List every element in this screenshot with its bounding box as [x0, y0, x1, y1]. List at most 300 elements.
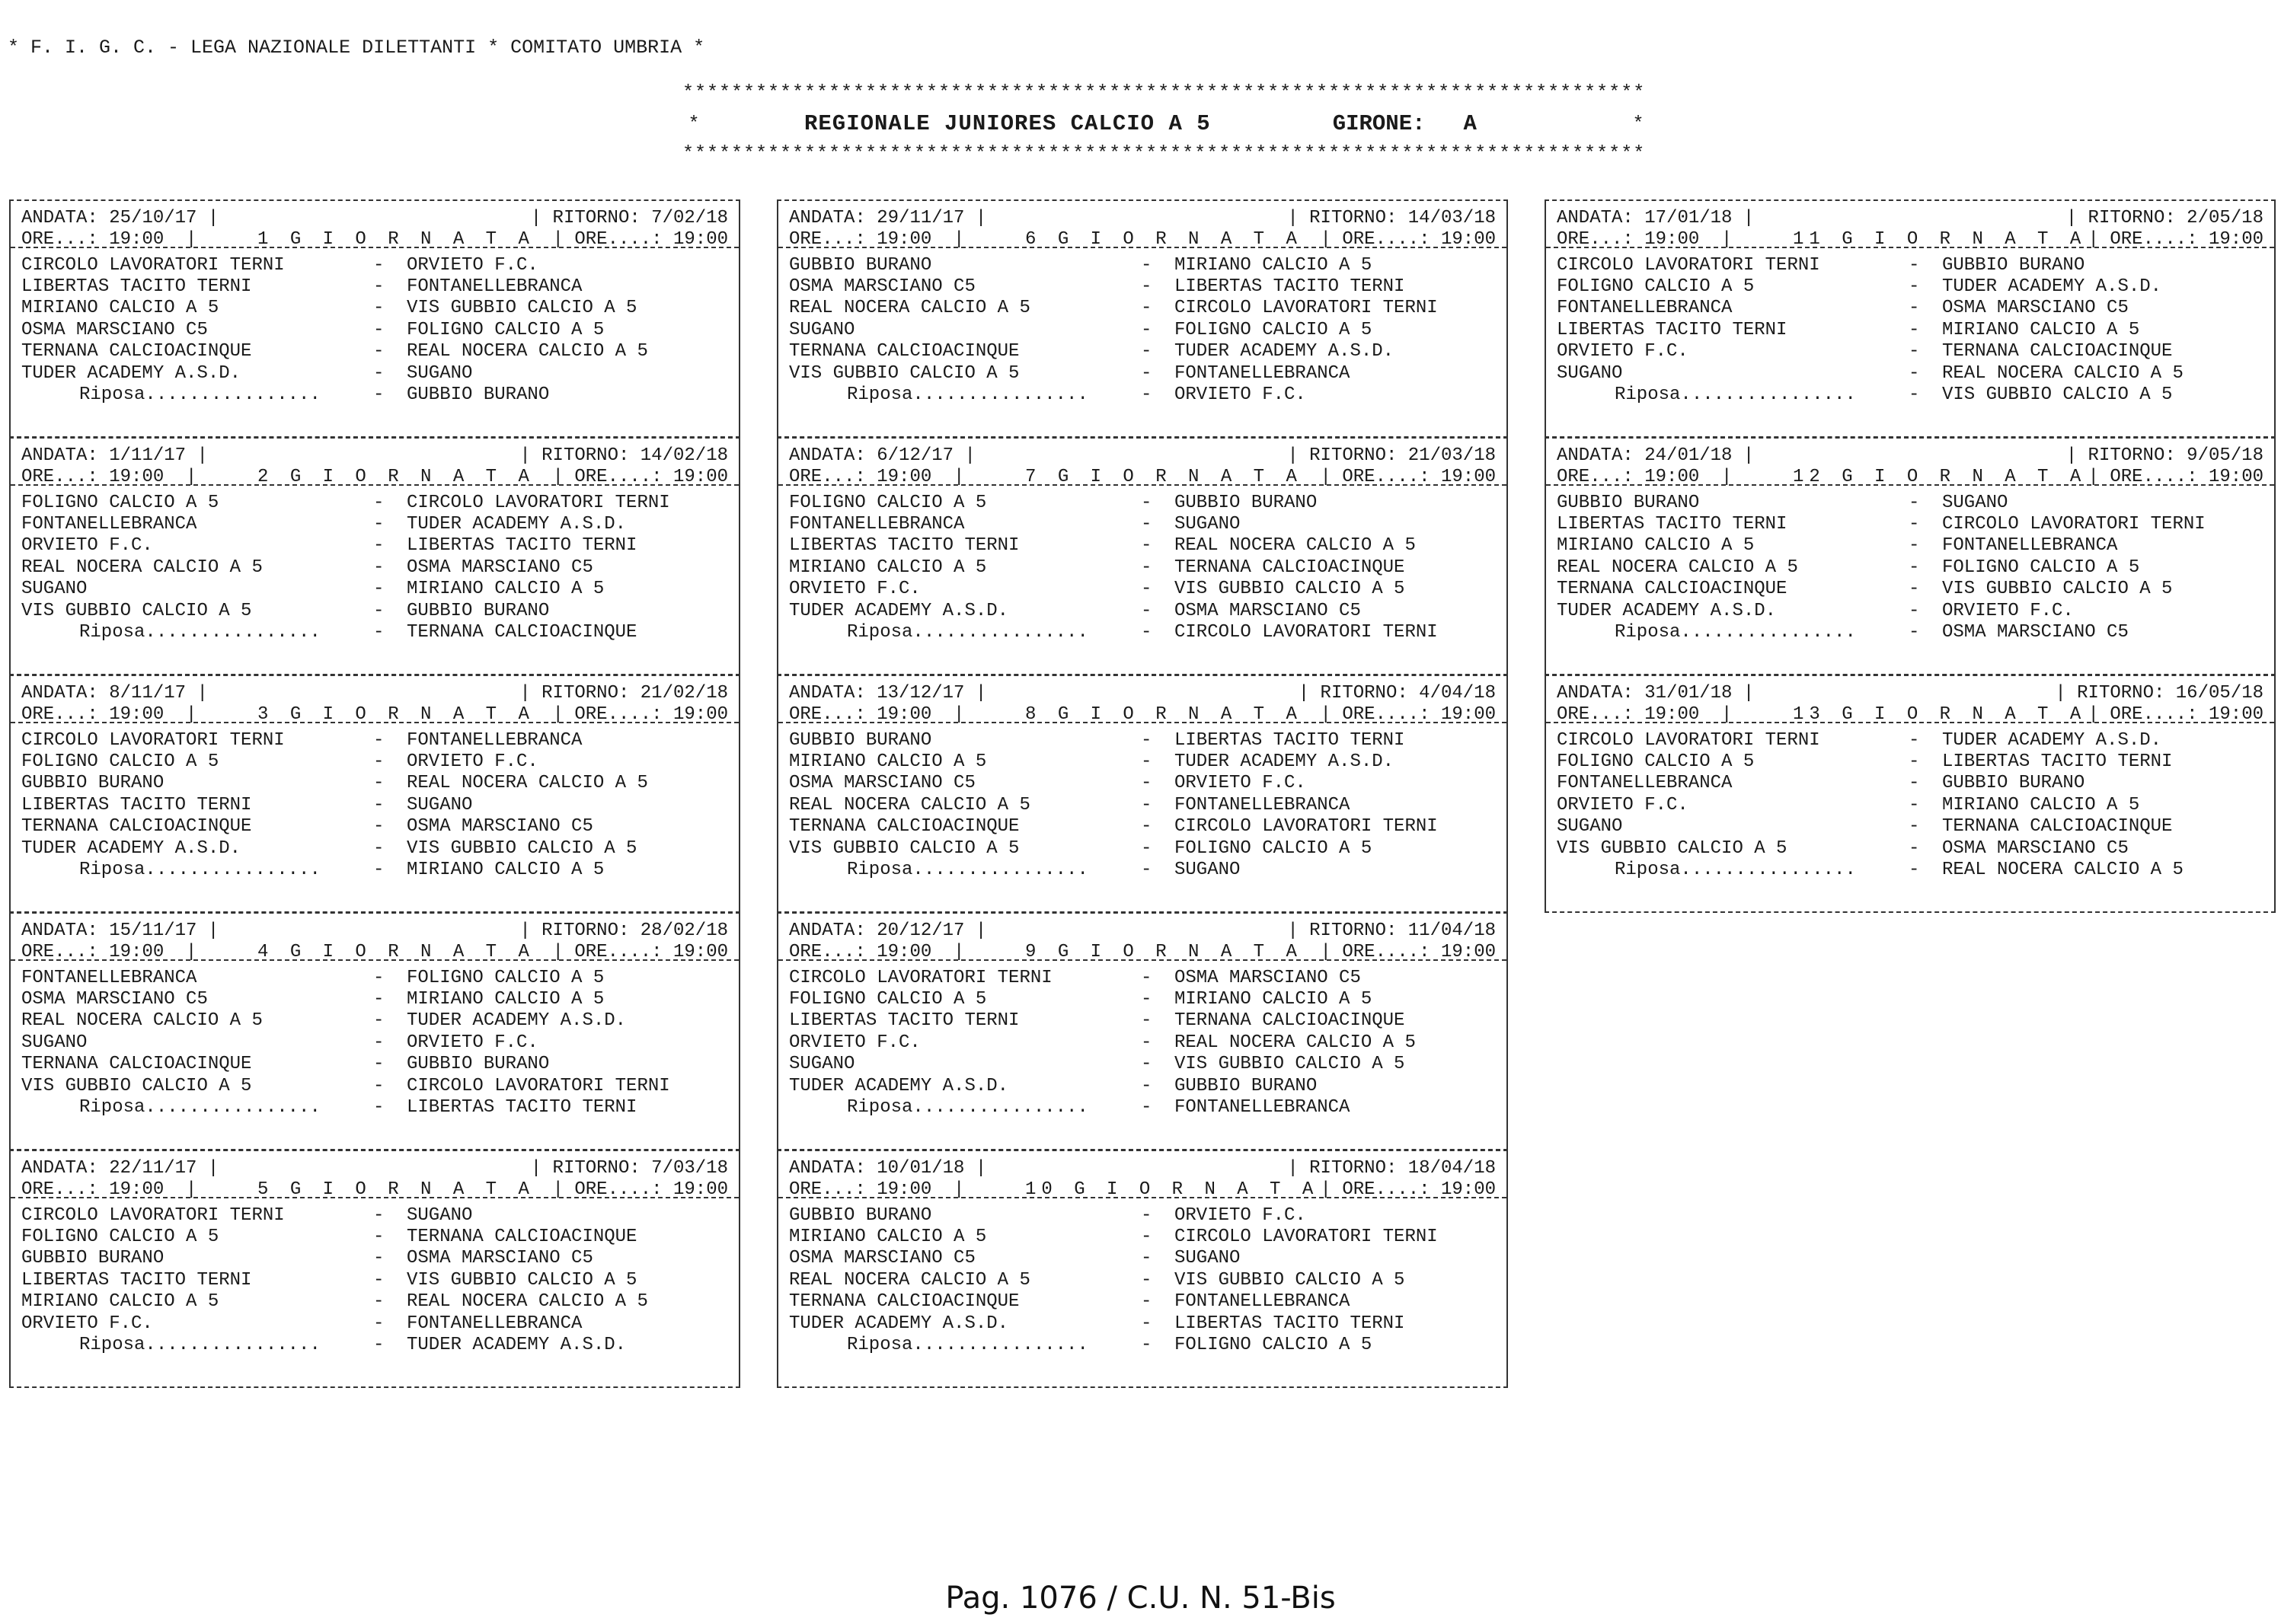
ore-label: ORE...: [789, 704, 866, 725]
dash: - [1141, 1204, 1152, 1226]
dash: - [1909, 492, 1920, 513]
ritorno-date: 9/05/18 [2187, 445, 2263, 466]
round-number: 6 [1025, 228, 1042, 250]
round-box [9, 675, 740, 913]
dash: - [1141, 1010, 1152, 1032]
home-team: TERNANA CALCIOACINQUE [21, 816, 252, 838]
ritorno-date: 21/02/18 [640, 682, 728, 704]
ore-ritorno: 19:00 [1440, 228, 1496, 250]
home-team: OSMA MARSCIANO C5 [21, 989, 208, 1010]
dash: - [1141, 362, 1152, 384]
dash: - [1909, 729, 1920, 751]
bye-row [789, 384, 1496, 405]
ore-label: ORE....: [574, 1179, 663, 1200]
ore-label: ORE...: [789, 1179, 866, 1200]
dash: - [373, 989, 385, 1010]
away-team: FONTANELLEBRANCA [407, 1313, 583, 1334]
match-row [789, 751, 1496, 772]
ore-andata: 19:00 [1644, 228, 1700, 250]
home-team: VIS GUBBIO CALCIO A 5 [1557, 838, 1787, 859]
giornata-label: G I O R N A T A [289, 228, 535, 250]
dash: - [1909, 276, 1920, 298]
andata-date: 22/11/17 [109, 1157, 197, 1179]
round-number: 12 [1793, 466, 1826, 487]
ore-andata: 19:00 [1644, 704, 1700, 725]
home-team: SUGANO [21, 1032, 88, 1053]
andata-label: ANDATA: [1557, 207, 1634, 228]
away-team: VIS GUBBIO CALCIO A 5 [1174, 579, 1405, 600]
dash: - [373, 1075, 385, 1096]
away-team: FONTANELLEBRANCA [407, 729, 583, 751]
riposa-label: Riposa................ [79, 1335, 321, 1356]
bye-team: OSMA MARSCIANO C5 [1942, 622, 2129, 643]
home-team: LIBERTAS TACITO TERNI [21, 794, 252, 815]
match-row [21, 276, 728, 297]
ore-label: ORE...: [1557, 466, 1634, 487]
round-box [1545, 675, 2276, 913]
home-team: CIRCOLO LAVORATORI TERNI [21, 1204, 285, 1226]
match-row [21, 1054, 728, 1075]
home-team: VIS GUBBIO CALCIO A 5 [21, 600, 252, 621]
dash: - [1141, 1291, 1152, 1313]
match-row [789, 1291, 1496, 1313]
home-team: FOLIGNO CALCIO A 5 [1557, 276, 1755, 298]
away-team: TERNANA CALCIOACINQUE [407, 1227, 637, 1248]
dash: - [1909, 319, 1920, 340]
andata-label: ANDATA: [1557, 445, 1634, 466]
home-team: FONTANELLEBRANCA [1557, 773, 1733, 794]
andata-label: ANDATA: [21, 445, 98, 466]
home-team: OSMA MARSCIANO C5 [789, 1248, 976, 1269]
match-row [1557, 319, 2263, 340]
ore-label: ORE...: [1557, 704, 1634, 725]
match-row [1557, 729, 2263, 751]
dash: - [1909, 860, 1920, 881]
match-row [789, 492, 1496, 513]
riposa-label: Riposa................ [1615, 622, 1856, 643]
match-row [21, 729, 728, 751]
round-box [777, 912, 1508, 1150]
andata-date: 31/01/18 [1644, 682, 1733, 704]
ore-ritorno: 19:00 [672, 941, 728, 962]
round-box [1545, 199, 2276, 438]
giornata-label: G I O R N A T A [1057, 228, 1302, 250]
home-team: GUBBIO BURANO [21, 1248, 165, 1269]
dash: - [1141, 600, 1152, 621]
away-team: MIRIANO CALCIO A 5 [1174, 989, 1372, 1010]
riposa-label: Riposa................ [847, 384, 1088, 406]
home-team: SUGANO [1557, 816, 1623, 838]
away-team: LIBERTAS TACITO TERNI [1174, 729, 1405, 751]
away-team: OSMA MARSCIANO C5 [1174, 967, 1361, 988]
home-team: VIS GUBBIO CALCIO A 5 [789, 362, 1020, 384]
home-team: FONTANELLEBRANCA [21, 514, 197, 535]
home-team: LIBERTAS TACITO TERNI [1557, 319, 1787, 340]
match-row [1557, 362, 2263, 384]
round-header: ANDATA: 22/11/17 | | RITORNO: 7/03/18 ORE...: 19:00 | 5 G I O R N A T A | ORE....: 19:00 [11, 1151, 739, 1198]
dash: - [1141, 794, 1152, 815]
dash: - [1141, 341, 1152, 362]
andata-date: 25/10/17 [109, 207, 197, 228]
bye-team: MIRIANO CALCIO A 5 [407, 860, 605, 881]
ore-ritorno: 19:00 [1440, 704, 1496, 725]
dash: - [1141, 622, 1152, 643]
home-team: FONTANELLEBRANCA [1557, 298, 1733, 319]
away-team: TUDER ACADEMY A.S.D. [407, 1010, 627, 1032]
home-team: TERNANA CALCIOACINQUE [21, 341, 252, 362]
ritorno-label: RITORNO: [1309, 445, 1398, 466]
match-list [11, 961, 739, 1118]
away-team: CIRCOLO LAVORATORI TERNI [1942, 514, 2206, 535]
home-team: TERNANA CALCIOACINQUE [789, 341, 1020, 362]
page-footer: Pag. 1076 / C.U. N. 51-Bis [945, 1581, 1336, 1616]
away-team: FOLIGNO CALCIO A 5 [407, 967, 605, 988]
bye-row [21, 621, 728, 643]
match-row [789, 816, 1496, 838]
round-number: 4 [257, 941, 274, 962]
home-team: REAL NOCERA CALCIO A 5 [789, 1269, 1030, 1291]
ore-andata: 19:00 [877, 1179, 932, 1200]
dash: - [373, 384, 385, 406]
match-row [21, 794, 728, 815]
match-row [1557, 773, 2263, 794]
match-row [21, 816, 728, 838]
dash: - [1141, 319, 1152, 340]
home-team: TUDER ACADEMY A.S.D. [21, 362, 241, 384]
ore-ritorno: 19:00 [1440, 1179, 1496, 1200]
andata-label: ANDATA: [21, 207, 98, 228]
ore-ritorno: 19:00 [1440, 941, 1496, 962]
home-team: TUDER ACADEMY A.S.D. [789, 1075, 1009, 1096]
match-row [789, 319, 1496, 340]
dash: - [373, 967, 385, 988]
dash: - [373, 600, 385, 621]
match-row [21, 600, 728, 621]
title-banner [682, 82, 1650, 164]
andata-date: 6/12/17 [877, 445, 954, 466]
match-row [789, 1032, 1496, 1053]
andata-date: 24/01/18 [1644, 445, 1733, 466]
ore-label: ORE....: [574, 704, 663, 725]
dash: - [1141, 579, 1152, 600]
match-row [789, 579, 1496, 600]
title-right-mark: * [1632, 112, 1644, 135]
home-team: ORVIETO F.C. [1557, 794, 1688, 815]
match-row [789, 513, 1496, 534]
home-team: SUGANO [789, 1054, 855, 1075]
ritorno-label: RITORNO: [2088, 207, 2176, 228]
ore-label: ORE....: [574, 466, 663, 487]
dash: - [1141, 1227, 1152, 1248]
giornata-label: G I O R N A T A [289, 704, 535, 725]
ore-andata: 19:00 [109, 1179, 165, 1200]
ore-andata: 19:00 [109, 704, 165, 725]
match-row [1557, 751, 2263, 772]
match-row [21, 1010, 728, 1032]
match-row [789, 600, 1496, 621]
dash: - [1909, 254, 1920, 276]
away-team: CIRCOLO LAVORATORI TERNI [1174, 1227, 1438, 1248]
andata-label: ANDATA: [789, 207, 866, 228]
home-team: CIRCOLO LAVORATORI TERNI [789, 967, 1053, 988]
ritorno-label: RITORNO: [541, 682, 630, 704]
dash: - [373, 579, 385, 600]
dash: - [1141, 514, 1152, 535]
round-box [9, 437, 740, 675]
away-team: REAL NOCERA CALCIO A 5 [1174, 1032, 1416, 1053]
dash: - [373, 362, 385, 384]
home-team: TUDER ACADEMY A.S.D. [789, 1313, 1009, 1334]
away-team: GUBBIO BURANO [1174, 1075, 1318, 1096]
match-row [1557, 794, 2263, 815]
dash: - [1909, 341, 1920, 362]
round-number: 7 [1025, 466, 1042, 487]
home-team: GUBBIO BURANO [789, 1204, 932, 1226]
home-team: FONTANELLEBRANCA [789, 514, 965, 535]
home-team: SUGANO [1557, 362, 1623, 384]
dash: - [1909, 751, 1920, 773]
away-team: SUGANO [407, 362, 473, 384]
match-row [1557, 535, 2263, 557]
dash: - [373, 1227, 385, 1248]
match-row [789, 535, 1496, 557]
home-team: GUBBIO BURANO [789, 729, 932, 751]
home-team: REAL NOCERA CALCIO A 5 [789, 298, 1030, 319]
title-row [682, 104, 1650, 143]
dash: - [1141, 1075, 1152, 1096]
match-list [11, 248, 739, 406]
dash: - [1141, 557, 1152, 578]
bye-row [789, 621, 1496, 643]
round-box [9, 912, 740, 1150]
away-team: FOLIGNO CALCIO A 5 [1174, 838, 1372, 859]
andata-label: ANDATA: [1557, 682, 1634, 704]
away-team: SUGANO [407, 794, 473, 815]
home-team: REAL NOCERA CALCIO A 5 [21, 557, 263, 578]
match-row [789, 341, 1496, 362]
ritorno-date: 21/03/18 [1407, 445, 1496, 466]
riposa-label: Riposa................ [79, 384, 321, 406]
dash: - [373, 838, 385, 859]
ore-ritorno: 19:00 [672, 704, 728, 725]
bye-team: LIBERTAS TACITO TERNI [407, 1097, 637, 1118]
match-row [21, 967, 728, 988]
title-left-mark: * [688, 112, 700, 135]
away-team: VIS GUBBIO CALCIO A 5 [407, 1269, 637, 1291]
home-team: MIRIANO CALCIO A 5 [789, 1227, 987, 1248]
match-row [21, 492, 728, 513]
round-header: ANDATA: 6/12/17 | | RITORNO: 21/03/18 ORE...: 19:00 | 7 G I O R N A T A | ORE....: 19:00 [778, 439, 1506, 486]
dash: - [373, 492, 385, 513]
away-team: TUDER ACADEMY A.S.D. [1942, 276, 2162, 298]
bye-team: FONTANELLEBRANCA [1174, 1097, 1350, 1118]
dash: - [1909, 600, 1920, 621]
away-team: SUGANO [1174, 514, 1241, 535]
away-team: ORVIETO F.C. [1942, 600, 2074, 621]
dash: - [1141, 1335, 1152, 1356]
bye-team: FOLIGNO CALCIO A 5 [1174, 1335, 1372, 1356]
match-row [21, 1226, 728, 1247]
dash: - [1909, 579, 1920, 600]
match-row [21, 319, 728, 340]
andata-label: ANDATA: [789, 920, 866, 941]
dash: - [1141, 751, 1152, 773]
match-list [1546, 723, 2274, 881]
match-row [789, 362, 1496, 384]
away-team: FONTANELLEBRANCA [407, 276, 583, 298]
ritorno-label: RITORNO: [541, 445, 630, 466]
dash: - [373, 557, 385, 578]
ore-andata: 19:00 [877, 704, 932, 725]
away-team: MIRIANO CALCIO A 5 [1174, 254, 1372, 276]
away-team: VIS GUBBIO CALCIO A 5 [407, 838, 637, 859]
dash: - [373, 816, 385, 838]
dash: - [373, 1204, 385, 1226]
riposa-label: Riposa................ [79, 1097, 321, 1118]
dash: - [1141, 492, 1152, 513]
away-team: TUDER ACADEMY A.S.D. [1942, 729, 2162, 751]
ore-ritorno: 19:00 [2208, 228, 2263, 250]
andata-label: ANDATA: [789, 682, 866, 704]
ore-label: ORE....: [2110, 466, 2198, 487]
match-row [789, 838, 1496, 859]
riposa-label: Riposa................ [1615, 860, 1856, 881]
match-row [1557, 600, 2263, 621]
dash: - [1141, 1248, 1152, 1269]
away-team: ORVIETO F.C. [407, 1032, 538, 1053]
round-header: ANDATA: 29/11/17 | | RITORNO: 14/03/18 ORE...: 19:00 | 6 G I O R N A T A | ORE....: 19:00 [778, 201, 1506, 248]
giornata-label: G I O R N A T A [1057, 466, 1302, 487]
giornata-label: G I O R N A T A [289, 466, 535, 487]
andata-date: 15/11/17 [109, 920, 197, 941]
dash: - [1141, 1097, 1152, 1118]
match-row [1557, 492, 2263, 513]
bye-team: CIRCOLO LAVORATORI TERNI [1174, 622, 1438, 643]
ore-label: ORE....: [2110, 228, 2198, 250]
bye-team: TUDER ACADEMY A.S.D. [407, 1335, 627, 1356]
bye-row [21, 1096, 728, 1118]
dash: - [1909, 535, 1920, 557]
match-list [11, 1198, 739, 1356]
home-team: LIBERTAS TACITO TERNI [789, 1010, 1020, 1032]
match-row [1557, 276, 2263, 297]
round-box [777, 437, 1508, 675]
match-list [778, 1198, 1506, 1356]
round-header: ANDATA: 8/11/17 | | RITORNO: 21/02/18 ORE...: 19:00 | 3 G I O R N A T A | ORE....: 19:00 [11, 676, 739, 723]
andata-date: 29/11/17 [877, 207, 965, 228]
away-team: FONTANELLEBRANCA [1174, 362, 1350, 384]
home-team: SUGANO [789, 319, 855, 340]
ore-andata: 19:00 [109, 941, 165, 962]
giornata-label: G I O R N A T A [289, 941, 535, 962]
dash: - [373, 1269, 385, 1291]
round-box [777, 1150, 1508, 1388]
home-team: OSMA MARSCIANO C5 [789, 773, 976, 794]
ore-ritorno: 19:00 [672, 466, 728, 487]
giornata-label: G I O R N A T A [1842, 704, 2087, 725]
ritorno-label: RITORNO: [552, 1157, 641, 1179]
match-list [778, 486, 1506, 643]
ritorno-date: 28/02/18 [640, 920, 728, 941]
ore-label: ORE...: [21, 228, 98, 250]
federation-header: * F. I. G. C. - LEGA NAZIONALE DILETTANTI * COMITATO UMBRIA * [8, 37, 705, 59]
ore-label: ORE...: [21, 466, 98, 487]
away-team: REAL NOCERA CALCIO A 5 [1174, 535, 1416, 557]
ore-ritorno: 19:00 [2208, 466, 2263, 487]
away-team: FOLIGNO CALCIO A 5 [1174, 319, 1372, 340]
away-team: ORVIETO F.C. [407, 254, 538, 276]
away-team: TERNANA CALCIOACINQUE [1174, 557, 1405, 578]
match-row [21, 1032, 728, 1053]
home-team: MIRIANO CALCIO A 5 [21, 1291, 219, 1313]
home-team: CIRCOLO LAVORATORI TERNI [1557, 729, 1820, 751]
round-number: 5 [257, 1179, 274, 1200]
away-team: LIBERTAS TACITO TERNI [1174, 1313, 1405, 1334]
match-row [789, 557, 1496, 578]
match-row [21, 362, 728, 384]
dash: - [373, 860, 385, 881]
match-row [789, 729, 1496, 751]
ritorno-label: RITORNO: [2088, 445, 2176, 466]
dash: - [373, 276, 385, 298]
ore-ritorno: 19:00 [2208, 704, 2263, 725]
bye-row [789, 1096, 1496, 1118]
home-team: TUDER ACADEMY A.S.D. [789, 600, 1009, 621]
riposa-label: Riposa................ [79, 622, 321, 643]
bye-row [1557, 384, 2263, 405]
away-team: GUBBIO BURANO [407, 600, 550, 621]
dash: - [1909, 622, 1920, 643]
away-team: TUDER ACADEMY A.S.D. [1174, 751, 1394, 773]
girone-label: GIRONE: [1332, 110, 1426, 136]
round-number: 8 [1025, 704, 1042, 725]
away-team: MIRIANO CALCIO A 5 [407, 989, 605, 1010]
round-box [9, 199, 740, 438]
away-team: OSMA MARSCIANO C5 [407, 816, 593, 838]
match-row [789, 988, 1496, 1010]
home-team: FOLIGNO CALCIO A 5 [1557, 751, 1755, 773]
dash: - [1141, 298, 1152, 319]
dash: - [1909, 773, 1920, 794]
away-team: CIRCOLO LAVORATORI TERNI [1174, 816, 1438, 838]
giornata-label: G I O R N A T A [1842, 228, 2087, 250]
dash: - [1141, 729, 1152, 751]
ore-andata: 19:00 [1644, 466, 1700, 487]
ritorno-date: 4/04/18 [1419, 682, 1496, 704]
dash: - [373, 622, 385, 643]
home-team: VIS GUBBIO CALCIO A 5 [789, 838, 1020, 859]
andata-date: 8/11/17 [109, 682, 187, 704]
home-team: GUBBIO BURANO [1557, 492, 1700, 513]
match-row [21, 773, 728, 794]
ritorno-label: RITORNO: [2077, 682, 2165, 704]
match-row [21, 1204, 728, 1226]
home-team: ORVIETO F.C. [21, 535, 153, 557]
ore-label: ORE....: [1342, 941, 1430, 962]
away-team: FONTANELLEBRANCA [1942, 535, 2118, 557]
round-box [777, 675, 1508, 913]
round-header: ANDATA: 10/01/18 | | RITORNO: 18/04/18 ORE...: 19:00 | 10 G I O R N A T A | ORE....: 19:00 [778, 1151, 1506, 1198]
away-team: LIBERTAS TACITO TERNI [1174, 276, 1405, 298]
andata-date: 1/11/17 [109, 445, 187, 466]
home-team: CIRCOLO LAVORATORI TERNI [21, 729, 285, 751]
dash: - [1141, 384, 1152, 406]
dash: - [373, 1054, 385, 1075]
away-team: TERNANA CALCIOACINQUE [1174, 1010, 1405, 1032]
away-team: REAL NOCERA CALCIO A 5 [407, 341, 648, 362]
giornata-label: G I O R N A T A [289, 1179, 535, 1200]
home-team: MIRIANO CALCIO A 5 [1557, 535, 1755, 557]
